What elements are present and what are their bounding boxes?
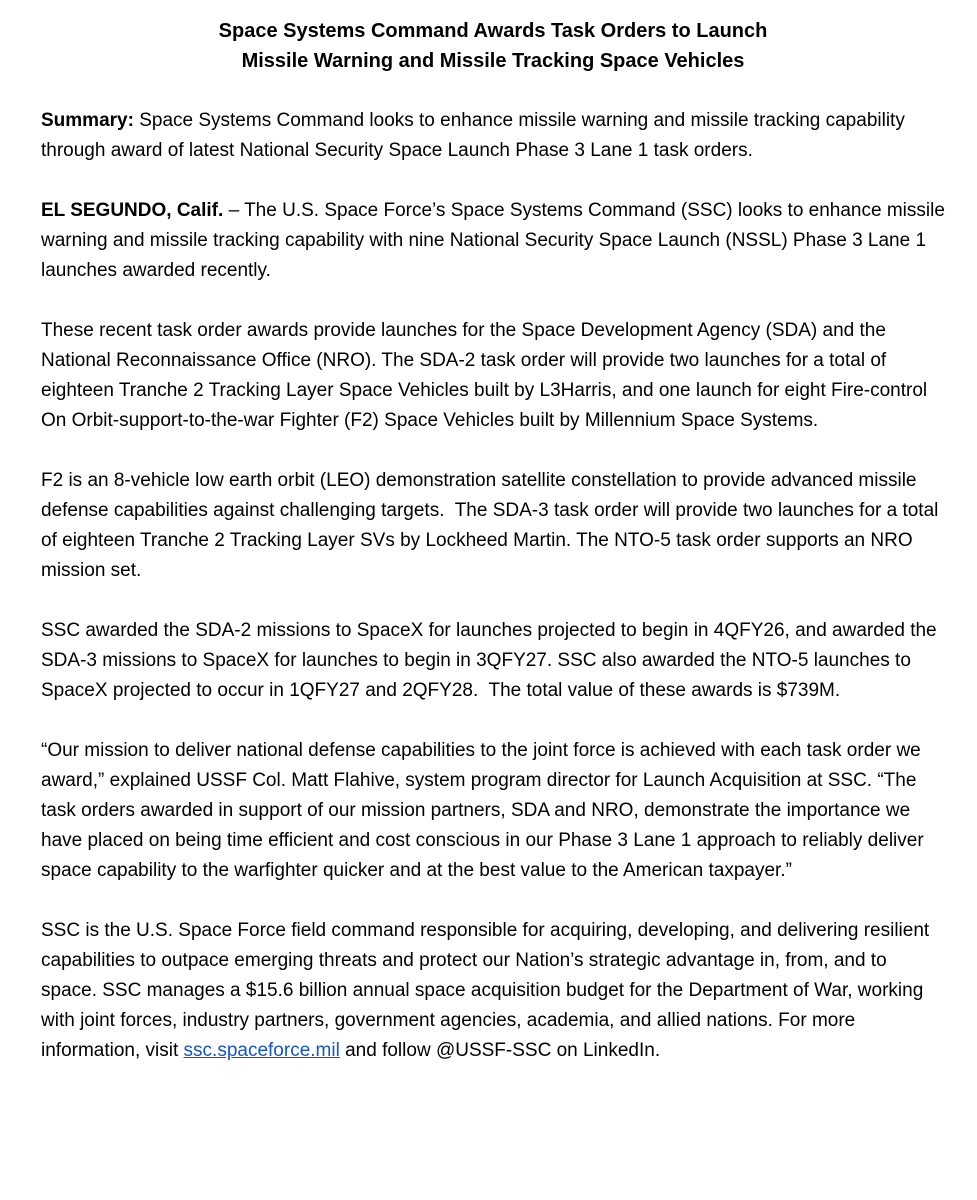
paragraph-f2 [41,466,945,586]
document-title-line-1: Space Systems Command Awards Task Orders to Launch [218,20,768,42]
document-title-line-2: Missile Warning and Missile Tracking Space Vehicles [241,50,745,72]
dateline-label: EL SEGUNDO, Calif. [41,200,224,221]
paragraph-dateline [41,196,951,286]
about-text-before-link: SSC is the U.S. Space Force field command responsible for acquiring, developing, and delivering resilient capabilities to outpace emerging threats and protect our Nation’s strategic advantage in, from, and to space. SSC manages a $15.6 billion annual space acquisition budget for the Department of War, working with joint forces, industry partners, government agencies, academia, and allied nations. For more information, visit [41,920,935,1061]
spaceforce-link[interactable]: ssc.spaceforce.mil [183,1040,340,1061]
document-body [41,106,951,1066]
paragraph-quote [41,736,945,886]
summary-label: Summary: [41,110,134,131]
f2-text: F2 is an 8-vehicle low earth orbit (LEO) demonstration satellite constellation to provide advanced missile defense capabilities against challenging targets. The SDA-3 task order will provide two launches for a total of eighteen Tranche 2 Tracking Layer SVs by Lockheed Martin. The NTO-5 task order supports an NRO mission set. [41,470,944,581]
paragraph-task-orders [41,316,945,436]
paragraph-summary [41,106,945,166]
quote-text: “Our mission to deliver national defense capabilities to the joint force is achieved with each task order we award,” explained USSF Col. Matt Flahive, system program director for Launch Acquisition at SSC. “The task orders awarded in support of our mission partners, SDA and NRO, demonstrate the importance we have placed on being time efficient and cost conscious in our Phase 3 Lane 1 approach to reliably deliver space capability to the warfighter quicker and at the best value to the American taxpayer.” [41,740,929,881]
document-title [41,16,945,76]
dateline-text: – The U.S. Space Force’s Space Systems Command (SSC) looks to enhance missile warning and missile tracking capability with nine National Security Space Launch (NSSL) Phase 3 Lane 1 launches awarded recently. [41,200,951,281]
task-orders-text: These recent task order awards provide launches for the Space Development Agency (SDA) and the National Reconnaissance Office (NRO). The SDA-2 task order will provide two launches for a total of eighteen Tranche 2 Tracking Layer Space Vehicles built by L3Harris, and one launch for eight Fire-control On Orbit-support-to-the-war Fighter (F2) Space Vehicles built by Millennium Space Systems. [41,320,933,431]
awards-text: SSC awarded the SDA-2 missions to SpaceX for launches projected to begin in 4QFY26, and awarded the SDA-3 missions to SpaceX for launches to begin in 3QFY27. SSC also awarded the NTO-5 launches to SpaceX projected to occur in 1QFY27 and 2QFY28. The total value of these awards is $739M. [41,620,942,701]
about-text-after-link: and follow @USSF-SSC on LinkedIn. [339,1040,661,1061]
paragraph-about [41,916,945,1066]
paragraph-awards [41,616,945,706]
summary-text: Space Systems Command looks to enhance missile warning and missile tracking capability through award of latest National Security Space Launch Phase 3 Lane 1 task orders. [41,110,911,161]
